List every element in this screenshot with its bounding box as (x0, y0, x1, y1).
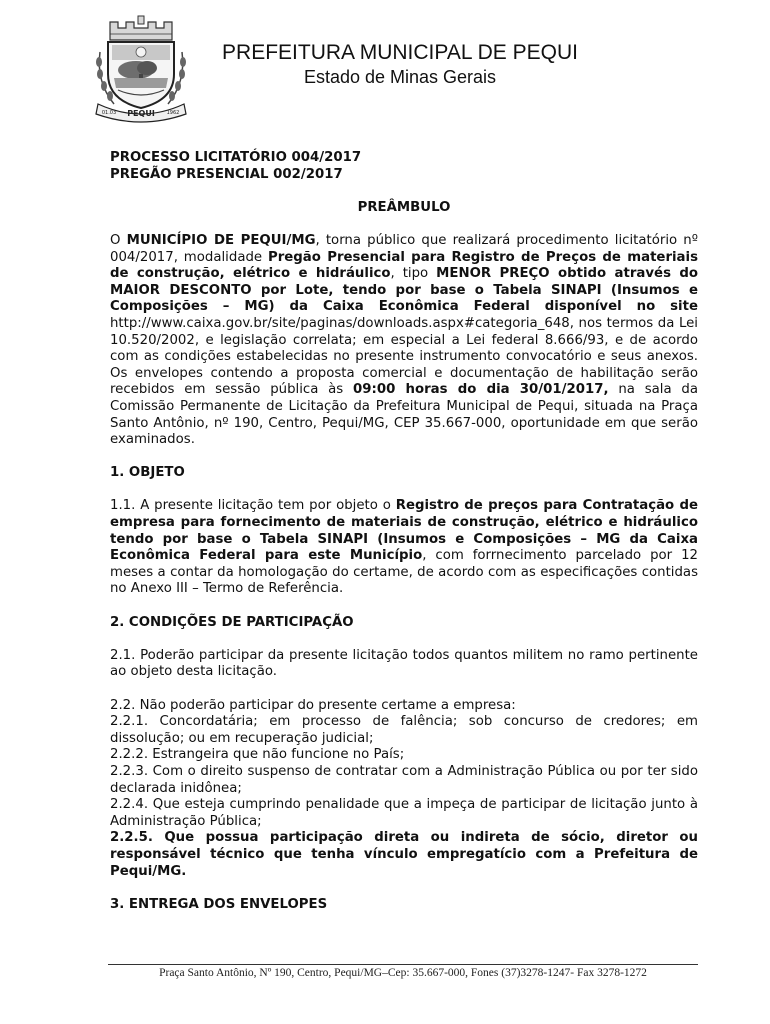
section-2-2-3: 2.2.3. Com o direito suspenso de contratar com a Administração Pública ou por ter sido declarada inidônea; (110, 763, 698, 796)
preamble-title: PREÂMBULO (357, 199, 451, 215)
preamble-text-1: O (110, 232, 127, 248)
section-1-1-object: Registro de preços para Contratação de empresa para fornecimento de materiais de construção, elétrico e hidráulico tendo por base o Tabela SINAPI (Insumos e Composições – MG da Caixa Econômica Federal para este Município (110, 498, 698, 564)
footer-address: Praça Santo Antônio, Nº 190, Centro, Pequi/MG–Cep: 35.667-000, Fones (37)3278-1247- Fax 3278-1272 (159, 967, 647, 979)
pregao-number: PREGÃO PRESENCIAL 002/2017 (110, 166, 343, 182)
prefecture-title: PREFEITURA MUNICIPAL DE PEQUI (222, 41, 578, 64)
state-subtitle: Estado de Minas Gerais (303, 67, 497, 87)
process-number: PROCESSO LICITATÓRIO 004/2017 (110, 150, 362, 165)
document-body (110, 150, 698, 913)
preamble-session-time: 09:00 horas do dia 30/01/2017, (353, 382, 609, 398)
preamble-text-2: , torna público que realizará procedimento licitatório nº 004/2017, modalidade (110, 232, 698, 265)
section-2-2: 2.2. Não poderão participar do presente certame a empresa: (110, 697, 516, 713)
crest-date-left: 01.03 (101, 110, 117, 116)
letterhead (200, 40, 600, 88)
section-2-2-5: 2.2.5. Que possua participação direta ou indireta de sócio, diretor ou responsável técnico que tenha vínculo empregatício com a Prefeitura de Pequi/MG. (110, 830, 698, 879)
section-1-title: 1. OBJETO (110, 465, 185, 481)
municipal-crest-logo (92, 12, 190, 124)
section-1-1-paragraph (110, 498, 698, 598)
preamble-text-3: , tipo (390, 266, 437, 282)
crest-date-right: 1962 (166, 110, 180, 116)
crest-ribbon-text: PEQUI (127, 109, 155, 118)
section-2-1: 2.1. Poderão participar da presente licitação todos quantos militem no ramo pertinente ao objeto desta licitação. (110, 647, 698, 680)
preamble-text-5: na sala da Comissão Permanente de Licitação da Prefeitura Municipal de Pequi, situada na Praça Santo Antônio, nº 190, Centro, Pequi/MG, CEP 35.667-000, oportunidade em que serão examinados. (110, 382, 699, 448)
footer-divider (108, 964, 698, 965)
section-2-2-1: 2.2.1. Concordatária; em processo de falência; sob concurso de credores; em dissolução; ou em recuperação judicial; (110, 714, 698, 746)
section-2-title: 2. CONDIÇÕES DE PARTICIPAÇÃO (110, 614, 354, 630)
preamble-paragraph (110, 233, 698, 449)
section-2-2-4: 2.2.4. Que esteja cumprindo penalidade que a impeça de participar de licitação junto à Administração Pública; (110, 797, 698, 829)
preamble-text-4: http://www.caixa.gov.br/site/paginas/downloads.aspx#categoria_648, nos termos da Lei 10.520/2002, e legislação correlata; em especial a Lei federal 8.666/93, e de acordo com as condições estabelecidas no presente instrumento convocatório e seus anexos. Os envelopes contendo a proposta comercial e documentação de habilitação serão recebidos em sessão pública às (110, 315, 698, 398)
section-1-1-text-a: 1.1. A presente licitação tem por objeto o (110, 498, 396, 514)
preamble-modality: Pregão Presencial para Registro de Preços de materiais de construção, elétrico e hidráulico (110, 249, 698, 282)
section-3-title: 3. ENTREGA DOS ENVELOPES (110, 896, 328, 912)
section-2-2-2: 2.2.2. Estrangeira que não funcione no País; (110, 747, 405, 763)
section-1-1-text-c: , com forrnecimento parcelado por 12 meses a contar da homologação do certame, de acordo com as especificações contidas no Anexo III – Termo de Referência. (110, 548, 698, 597)
preamble-type: MENOR PREÇO obtido através do MAIOR DESCONTO por Lote, tendo por base o Tabela SINAPI (Insumos e Composições – MG) da Caixa Econômica Federal disponível no site (110, 266, 698, 315)
preamble-municipality: MUNICÍPIO DE PEQUI/MG (126, 232, 316, 248)
